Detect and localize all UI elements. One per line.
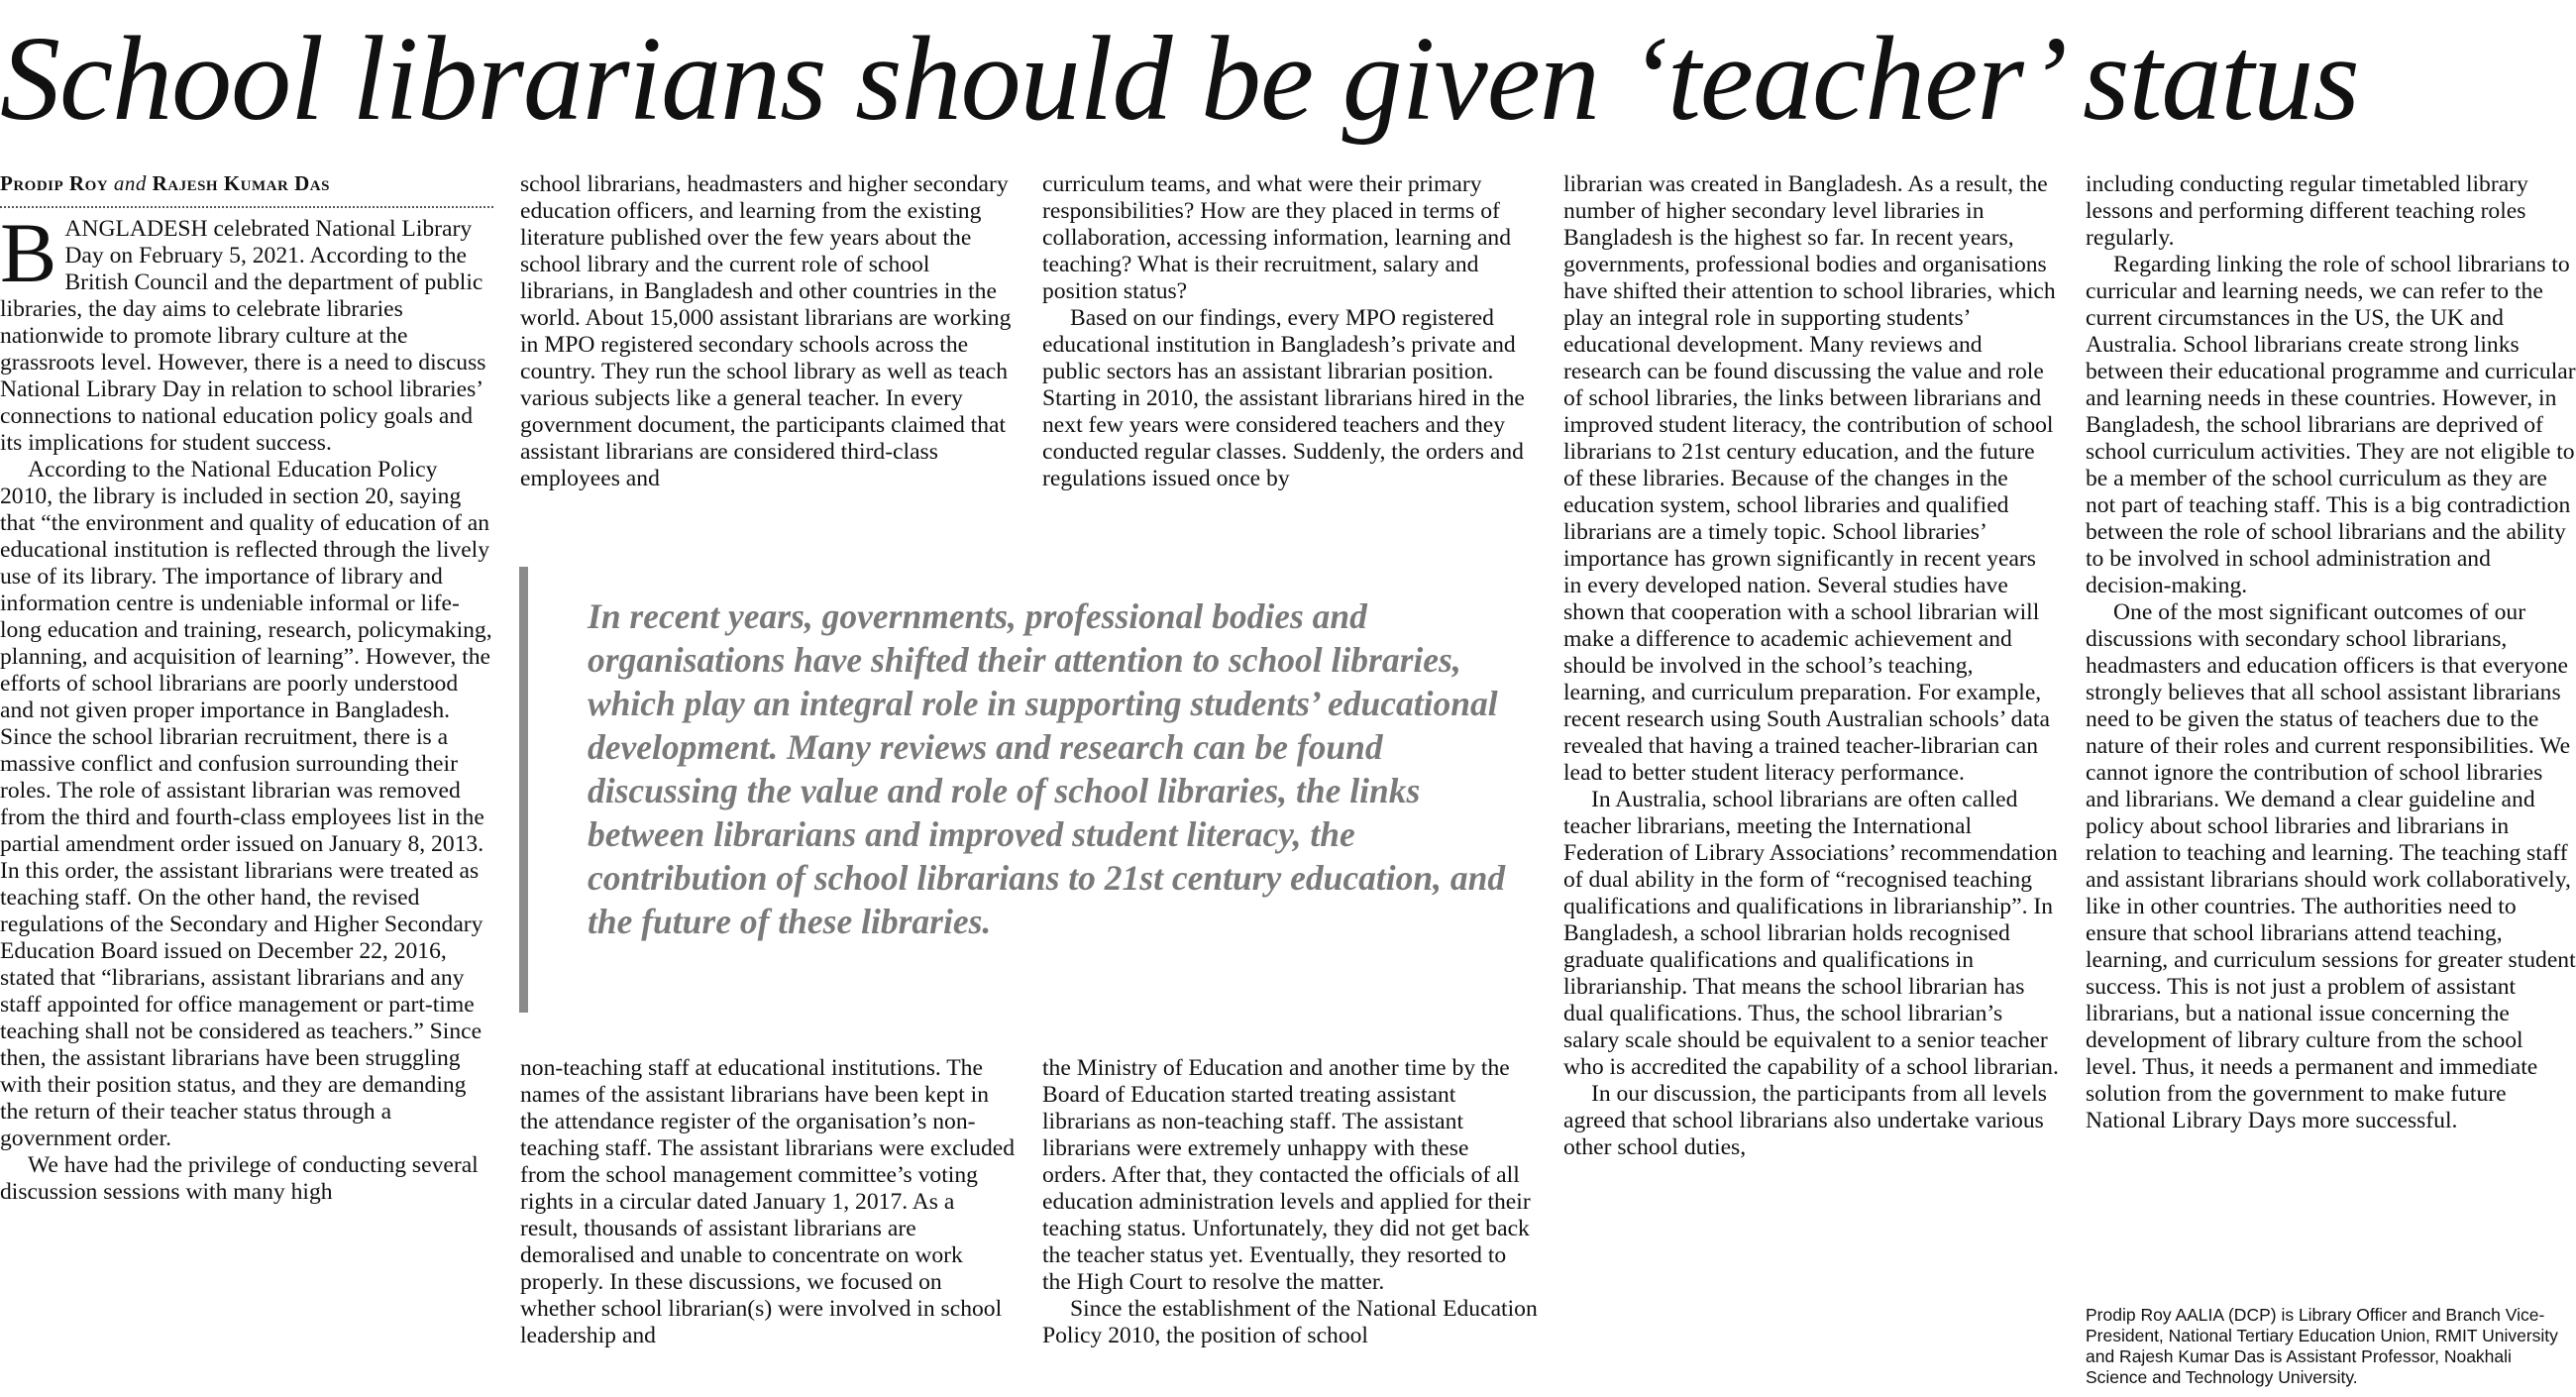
column-4 [1563,171,2059,1397]
col1-para-2: According to the National Education Policy 2010, the library is included in section 20, saying that “the environment and quality of education of an educational institution is reflected through the lively use of its library. The importance of library and information centre is undeniable informal or life-long education and training, research, policymaking, planning, and acquisition of learning”. However, the efforts of school librarians are poorly understood and not given proper importance in Bangladesh. Since the school librarian recruitment, there is a massive conflict and confusion surrounding their roles. The role of assistant librarian was removed from the third and fourth-class employees list in the partial amendment order issued on January 8, 2013. In this order, the assistant librarians were treated as teaching staff. On the other hand, the revised regulations of the Secondary and Higher Secondary Education Board issued on December 22, 2016, stated that “librarians, assistant librarians and any staff appointed for office management or part-time teaching shall not be considered as teachers.” Since then, the assistant librarians have been struggling with their position status, and they are demanding the return of their teacher status through a government order. [0,457,492,1151]
byline-rule [0,206,493,208]
column-3-bottom [1042,1055,1538,1397]
pull-quote [519,567,1530,1013]
col2-bottom-para: non-teaching staff at educational institutions. The names of the assistant librarians have been kept in the attendance register of the organisation’s non-teaching staff. The assistant librarians were excluded from the school management committee’s voting rights in a circular dated January 1, 2017. As a result, thousands of assistant librarians are demoralised and unable to concentrate on work properly. In these discussions, we focused on whether school librarian(s) were involved in school leadership and [520,1055,1016,1348]
col5-para-1: including conducting regular timetabled library lessons and performing different teaching roles regularly. [2086,171,2528,251]
col4-para-1: librarian was created in Bangladesh. As a result, the number of higher secondary level libraries in Bangladesh is the highest so far. In recent years, governments, professional bodies and organisations have shifted their attention to school libraries, which play an integral role in supporting students’ educational development. Many reviews and research can be found discussing the value and role of school libraries, the links between librarians and improved student literacy, the contribution of school librarians to 21st century education, and the future of these libraries. Because of the changes in the education system, school libraries and qualified librarians are a timely topic. School libraries’ importance has grown significantly in recent years in every developed nation. Several studies have shown that cooperation with a school librarian will make a difference to academic achievement and should be involved in the school’s teaching, learning, and curriculum preparation. For example, recent research using South Australian schools’ data revealed that having a trained teacher-librarian can lead to better student literacy performance. [1563,171,2056,786]
col2-top-para: school librarians, headmasters and higher secondary education officers, and learning from the existing literature published over the few years about the school library and the current role of school librarians, in Bangladesh and other countries in the world. About 15,000 assistant librarians are working in MPO registered secondary schools across the country. They run the school library as well as teach various subjects like a general teacher. In every government document, the participants claimed that assistant librarians are considered third-class employees and [520,171,1012,491]
col4-para-2: In Australia, school librarians are often called teacher librarians, meeting the International Federation of Library Associations’ recommendation of dual ability in the form of “recognised teaching qualifications and qualifications in librarianship”. In Bangladesh, a school librarian holds recognised graduate qualifications and qualifications in librarianship. That means the school librarian has dual qualifications. Thus, the school librarian’s salary scale should be equivalent to a senior teacher who is accredited the capability of a school librarian. [1563,787,2059,1080]
col1-para-3: We have had the privilege of conducting several discussion sessions with many high [0,1152,479,1205]
col1-para-1-text: ANGLADESH celebrated National Library Day on February 5, 2021. According to the British Council and the department of public libraries, the day aims to celebrate libraries nationwide to promote library culture at the grassroots level. However, there is a need to discuss National Library Day in relation to school libraries’ connections to national education policy goals and its implications for student success. [0,216,486,456]
headline: School librarians should be given ‘teacher’ status [0,12,2359,146]
byline [0,170,495,196]
pull-quote-text: In recent years, governments, professional bodies and organisations have shifted their attention to school libraries, which play an integral role in supporting students’ educational development. Many reviews and research can be found discussing the value and role of school libraries, the links between librarians and improved student literacy, the contribution of school librarians to 21st century education, and the future of these libraries. [588,596,1506,941]
column-5 [2086,171,2576,1296]
author-1: Prodip Roy [0,171,109,195]
column-2-top [520,171,1016,533]
col5-para-2: Regarding linking the role of school librarians to curricular and learning needs, we can refer to the current circumstances in the US, the UK and Australia. School librarians create strong links between their educational programme and curricular and learning needs in these countries. However, in Bangladesh, the school librarians are deprived of school curriculum activities. They are not eligible to be a member of the school curriculum as they are not part of teaching staff. This is a big contradiction between the role of school librarians and the ability to be involved in school administration and decision-making. [2086,252,2576,598]
col5-para-3: One of the most significant outcomes of our discussions with secondary school librarians, headmasters and education officers is that everyone strongly believes that all school assistant librarians need to be given the status of teachers due to the nature of their roles and current responsibilities. We cannot ignore the contribution of school libraries and librarians. We demand a clear guideline and policy about school libraries and librarians in relation to teaching and learning. The teaching staff and assistant librarians should work collaboratively, like in other countries. The authorities need to ensure that school librarians attend teaching, learning, and curriculum sessions for greater student success. This is not just a problem of assistant librarians, but a national issue concerning the development of library culture from the school level. Thus, it needs a permanent and immediate solution from the government to make future National Library Days more successful. [2086,599,2576,1133]
col3-top-para-1: curriculum teams, and what were their primary responsibilities? How are they placed in terms of collaboration, accessing information, learning and teaching? What is their recruitment, salary and position status? [1042,171,1512,304]
column-3-top [1042,171,1538,533]
author-2: Rajesh Kumar Das [152,171,330,195]
col3-bottom-para-2: Since the establishment of the National Education Policy 2010, the position of school [1042,1296,1538,1348]
col1-para-1 [0,216,495,457]
drop-cap: B [0,216,57,300]
author-bio: Prodip Roy AALIA (DCP) is Library Officer and Branch Vice-President, National Tertiary Education Union, RMIT University and Rajesh Kumar Das is Assistant Professor, Noakhali Science and Technology University. [2086,1305,2558,1387]
column-1 [0,216,495,1397]
col3-top-para-2: Based on our findings, every MPO registered educational institution in Bangladesh’s private and public sectors has an assistant librarian position. Starting in 2010, the assistant librarians hired in the next few years were considered teachers and they conducted regular classes. Suddenly, the orders and regulations issued once by [1042,305,1525,491]
column-2-bottom [520,1055,1016,1397]
byline-and: and [113,171,147,195]
col4-para-3: In our discussion, the participants from all levels agreed that school librarians also undertake various other school duties, [1563,1081,2047,1160]
col3-bottom-para-1: the Ministry of Education and another time by the Board of Education started treating assistant librarians as non-teaching staff. The assistant librarians were extremely unhappy with these orders. After that, they contacted the officials of all education administration levels and applied for their teaching status. Unfortunately, they did not get back the teacher status yet. Eventually, they resorted to the High Court to resolve the matter. [1042,1055,1531,1295]
